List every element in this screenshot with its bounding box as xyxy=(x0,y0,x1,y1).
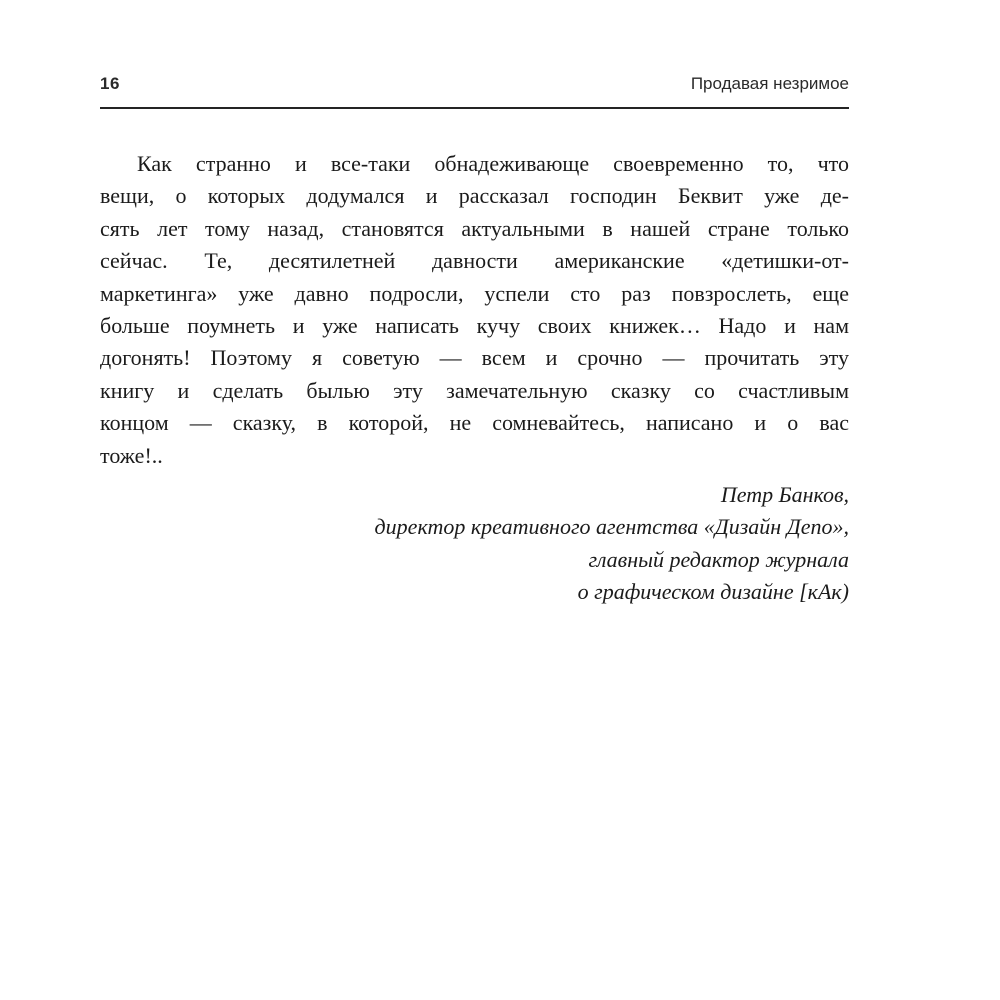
body-paragraph xyxy=(100,148,849,472)
paragraph-line: маркетинга» уже давно подросли, успели сто раз повзрослеть, еще xyxy=(100,280,849,306)
signature-role: о графическом дизайне [кАк) xyxy=(577,579,849,605)
signature-author: Петр Банков, xyxy=(720,482,849,508)
paragraph-line: концом — сказку, в которой, не сомневайтесь, написано и о вас xyxy=(100,410,849,436)
paragraph-line: тоже!.. xyxy=(100,442,163,468)
paragraph-line: Как странно и все-таки обнадеживающе своевременно то, что xyxy=(137,151,849,176)
paragraph-line: книгу и сделать былью эту замечательную сказку со счастливым xyxy=(100,377,849,403)
signature-block xyxy=(100,479,849,609)
header-rule xyxy=(100,107,849,109)
paragraph-line: вещи, о которых додумался и рассказал господин Беквит уже де- xyxy=(100,183,849,209)
paragraph-line: догонять! Поэтому я советую — всем и срочно — прочитать эту xyxy=(100,345,849,371)
page-header xyxy=(100,0,849,94)
running-title: Продавая незримое xyxy=(690,74,849,93)
page-number: 16 xyxy=(100,74,120,93)
signature-role: главный редактор журнала xyxy=(588,546,849,572)
signature-role: директор креативного агентства «Дизайн Депо», xyxy=(374,514,849,540)
paragraph-line: сять лет тому назад, становятся актуальными в нашей стране только xyxy=(100,215,849,241)
paragraph-line: сейчас. Те, десятилетней давности американские «детишки-от- xyxy=(100,248,849,274)
paragraph-line: больше поумнеть и уже написать кучу своих книжек… Надо и нам xyxy=(100,313,849,339)
